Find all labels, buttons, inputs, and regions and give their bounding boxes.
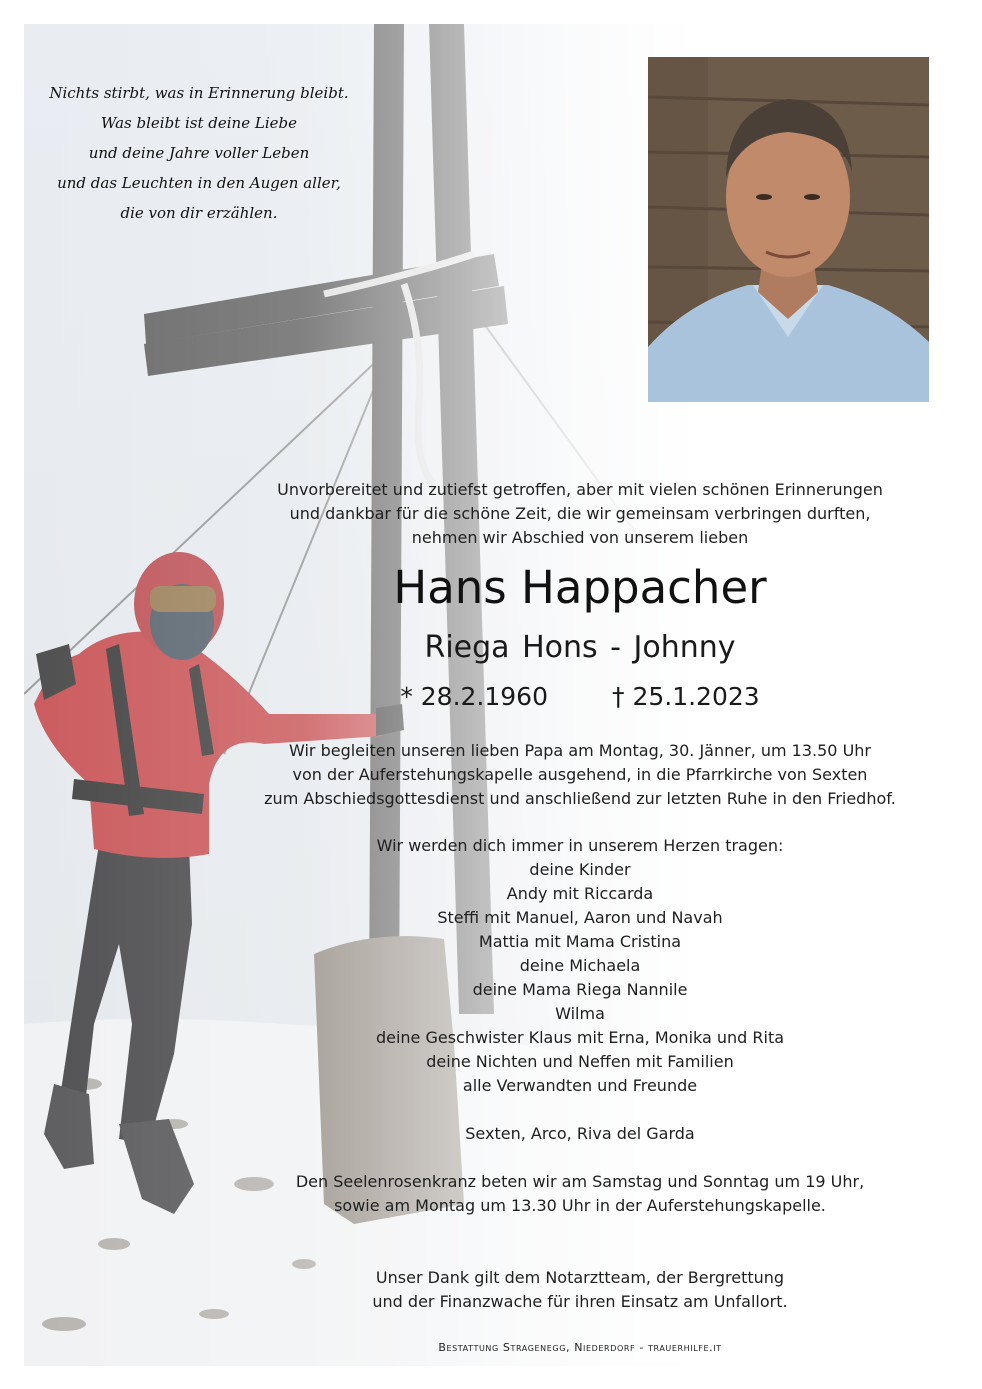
thanks-text xyxy=(240,1266,920,1314)
intro-text xyxy=(240,478,920,550)
birth-date: * 28.2.1960 xyxy=(400,682,548,711)
mourner-line: alle Verwandten und Freunde xyxy=(462,1076,698,1095)
funeral-line: von der Auferstehungskapelle ausgehend, in die Pfarrkirche von Sexten xyxy=(292,765,868,784)
portrait-photo xyxy=(648,57,929,402)
spacer-line xyxy=(240,1098,920,1122)
rosary-line: sowie am Montag um 13.30 Uhr in der Auferstehungskapelle. xyxy=(334,1196,826,1215)
death-date: † 25.1.2023 xyxy=(612,682,760,711)
mourner-line: Steffi mit Manuel, Aaron und Navah xyxy=(437,908,723,927)
poem-line: und deine Jahre voller Leben xyxy=(88,144,310,162)
mourner-line: Wilma xyxy=(555,1004,605,1023)
deceased-name: Hans Happacher xyxy=(393,561,767,614)
intro-line: Unvorbereitet und zutiefst getroffen, aber mit vielen schönen Erinnerungen xyxy=(277,480,883,499)
mourners-list xyxy=(240,834,920,1146)
mourner-line: deine Mama Riega Nannile xyxy=(472,980,688,999)
thanks-line: Unser Dank gilt dem Notarztteam, der Bergrettung xyxy=(375,1268,785,1287)
mourner-line: deine Michaela xyxy=(519,956,641,975)
funeral-line: Wir begleiten unseren lieben Papa am Montag, 30. Jänner, um 13.50 Uhr xyxy=(289,741,871,760)
life-dates xyxy=(290,676,870,718)
deceased-nickname: Riega Hons - Johnny xyxy=(424,630,736,665)
portrait-illustration xyxy=(648,57,929,402)
poem-line: die von dir erzählen. xyxy=(120,204,278,222)
intro-line: nehmen wir Abschied von unserem lieben xyxy=(411,528,749,547)
places-line: Sexten, Arco, Riva del Garda xyxy=(465,1124,695,1143)
thanks-line: und der Finanzwache für ihren Einsatz am Unfallort. xyxy=(372,1292,788,1311)
intro-line: und dankbar für die schöne Zeit, die wir gemeinsam verbringen durften, xyxy=(289,504,871,523)
mourner-line: deine Geschwister Klaus mit Erna, Monika und Rita xyxy=(375,1028,785,1047)
poem-line: Nichts stirbt, was in Erinnerung bleibt. xyxy=(49,84,349,102)
funeral-details xyxy=(240,739,920,811)
funeral-home-footer: Bestattung Stragenegg, Niederdorf - trauerhilfe.it xyxy=(438,1341,722,1354)
poem-line: und das Leuchten in den Augen aller, xyxy=(57,174,341,192)
memorial-poem xyxy=(24,78,374,228)
mourners-heading: Wir werden dich immer in unserem Herzen tragen: xyxy=(376,836,784,855)
poem-line: Was bleibt ist deine Liebe xyxy=(101,114,297,132)
rosary-details xyxy=(240,1170,920,1218)
mourner-line: Mattia mit Mama Cristina xyxy=(478,932,682,951)
mourner-line: deine Nichten und Neffen mit Familien xyxy=(426,1052,734,1071)
mourner-line: Andy mit Riccarda xyxy=(506,884,654,903)
funeral-line: zum Abschiedsgottesdienst und anschließend zur letzten Ruhe in den Friedhof. xyxy=(264,789,896,808)
mourner-line: deine Kinder xyxy=(529,860,631,879)
rosary-line: Den Seelenrosenkranz beten wir am Samstag und Sonntag um 19 Uhr, xyxy=(295,1172,865,1191)
